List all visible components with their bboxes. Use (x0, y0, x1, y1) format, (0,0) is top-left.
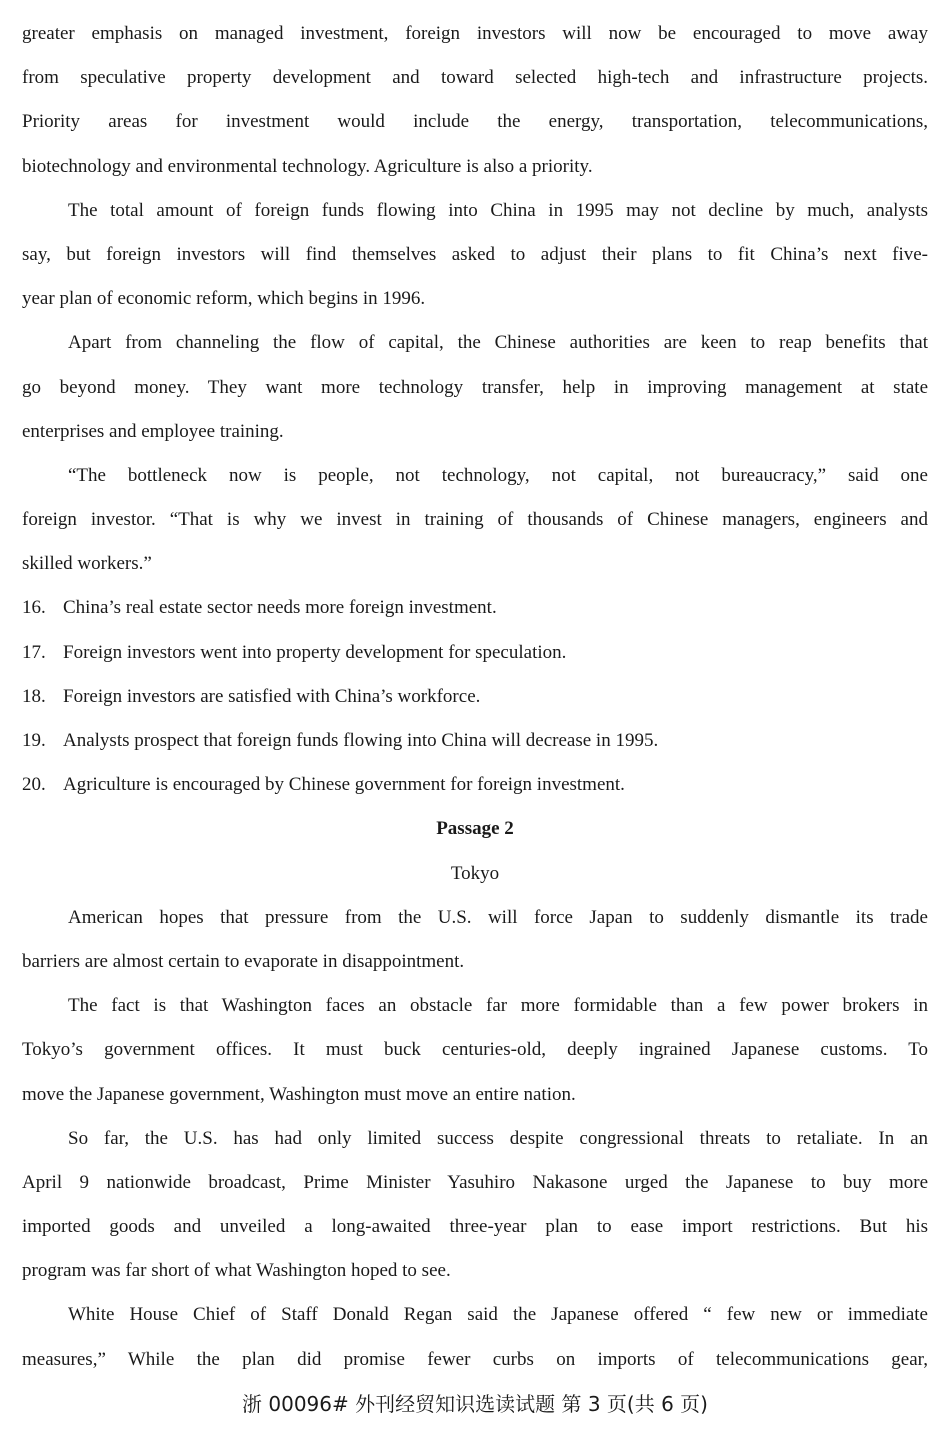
question-number: 18. (22, 685, 46, 707)
question-number: 16. (22, 597, 46, 619)
dateline: Tokyo (450, 862, 500, 884)
question-item (22, 586, 928, 630)
body-line: biotechnology and environmental technology. Agriculture is also a priority. (22, 155, 593, 177)
question-text: Foreign investors went into property development for speculation. (63, 641, 567, 663)
body-line: April 9 nationwide broadcast, Prime Minister Yasuhiro Nakasone urged the Japanese to buy more (22, 1171, 928, 1193)
body-line: move the Japanese government, Washington must move an entire nation. (22, 1083, 576, 1105)
question-text: China’s real estate sector needs more foreign investment. (63, 597, 497, 619)
body-line: say, but foreign investors will find themselves asked to adjust their plans to fit China’s next five- (22, 243, 928, 265)
question-item (22, 719, 928, 763)
question-text: Analysts prospect that foreign funds flowing into China will decrease in 1995. (63, 730, 659, 751)
body-line: measures,” While the plan did promise fewer curbs on imports of telecommunications gear, (22, 1348, 928, 1370)
document-page (22, 12, 928, 1382)
body-line: “The bottleneck now is people, not technology, not capital, not bureaucracy,” said one (68, 464, 928, 486)
body-line: from speculative property development and toward selected high-tech and infrastructure projects. (22, 67, 928, 89)
body-line: The fact is that Washington faces an obstacle far more formidable than a few power brokers in (68, 995, 928, 1017)
body-line: program was far short of what Washington hoped to see. (22, 1260, 451, 1282)
body-line: barriers are almost certain to evaporate in disappointment. (22, 950, 465, 972)
passage-heading: Passage 2 (436, 818, 514, 840)
body-line: year plan of economic reform, which begins in 1996. (22, 288, 426, 310)
question-item (22, 631, 928, 675)
body-line: enterprises and employee training. (22, 420, 284, 442)
question-text: Agriculture is encouraged by Chinese government for foreign investment. (63, 774, 625, 796)
question-item (22, 675, 928, 719)
body-line: American hopes that pressure from the U.S. will force Japan to suddenly dismantle its trade (68, 906, 928, 928)
page-footer: 浙 00096# 外刊经贸知识选读试题 第 3 页(共 6 页) (242, 1392, 708, 1416)
body-line: skilled workers.” (22, 553, 152, 575)
body-line: greater emphasis on managed investment, foreign investors will now be encouraged to move away (22, 23, 928, 44)
body-line: foreign investor. “That is why we invest in training of thousands of Chinese managers, engineers and (22, 509, 928, 531)
body-line: Priority areas for investment would include the energy, transportation, telecommunications, (22, 111, 928, 133)
body-line: Apart from channeling the flow of capital, the Chinese authorities are keen to reap benefits that (68, 332, 928, 354)
question-number: 17. (22, 641, 46, 663)
question-item (22, 763, 928, 807)
body-line: imported goods and unveiled a long-awaited three-year plan to ease import restrictions. But his (22, 1216, 928, 1238)
question-number: 20. (22, 774, 46, 796)
question-text: Foreign investors are satisfied with China’s workforce. (63, 685, 481, 707)
body-line: Tokyo’s government offices. It must buck centuries-old, deeply ingrained Japanese customs. To (22, 1039, 928, 1061)
body-line: So far, the U.S. has had only limited success despite congressional threats to retaliate. In an (68, 1127, 928, 1149)
body-line: go beyond money. They want more technology transfer, help in improving management at state (22, 376, 928, 398)
body-line: White House Chief of Staff Donald Regan said the Japanese offered “ few new or immediate (68, 1304, 928, 1326)
question-number: 19. (22, 730, 46, 751)
body-line: The total amount of foreign funds flowing into China in 1995 may not decline by much, analysts (68, 199, 928, 221)
